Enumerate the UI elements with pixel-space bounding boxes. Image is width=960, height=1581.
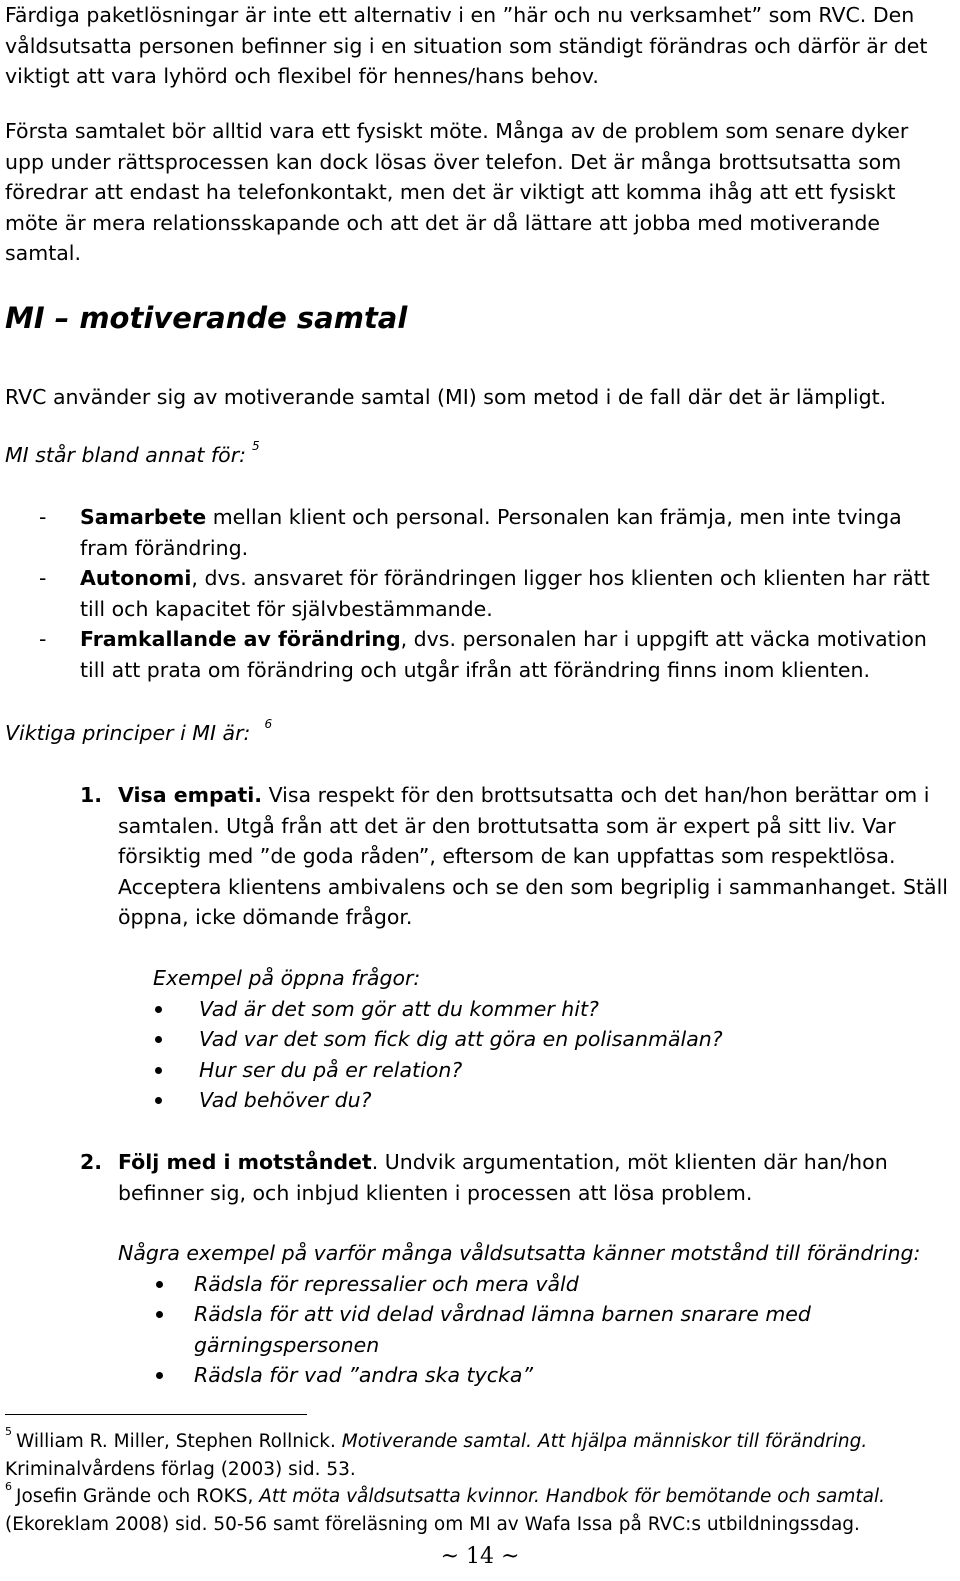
list-text: , dvs. personalen har i uppgift att väcka motivation till att prata om förändring och utgår ifrån att förändring finns inom klienten. xyxy=(80,627,927,682)
principle-number: 1. xyxy=(80,783,103,807)
footnote-number: 6 xyxy=(5,1480,12,1494)
list-term: Samarbete xyxy=(80,505,207,529)
dash-marker: - xyxy=(39,627,47,652)
list-item xyxy=(118,1269,952,1300)
list-item xyxy=(153,1024,952,1055)
list-item xyxy=(153,1055,952,1086)
bullet-icon xyxy=(156,1372,163,1379)
open-questions-list xyxy=(153,994,952,1116)
footnote-6 xyxy=(5,1480,952,1538)
dash-marker: - xyxy=(39,566,47,591)
list-term: Autonomi xyxy=(80,566,192,591)
list-item-text: Vad behöver du? xyxy=(199,1088,372,1113)
footnote-5 xyxy=(5,1425,952,1483)
footnote-text: Josefin Grände och ROKS, xyxy=(16,1486,260,1508)
list-text: , dvs. ansvaret för förändringen ligger hos klienten och klienten har rätt till och kapacitet för självbestämmande. xyxy=(80,566,930,621)
principle-1 xyxy=(80,780,952,933)
bullet-icon xyxy=(155,1006,162,1013)
list-item xyxy=(118,1360,952,1391)
examples-title: Några exempel på varför många våldsutsatta känner motstånd till förändring: xyxy=(118,1241,921,1265)
dash-marker: - xyxy=(39,505,47,529)
list-item-text: Rädsla för vad ”andra ska tycka” xyxy=(194,1363,534,1388)
footnote-text: Kriminalvårdens förlag (2003) sid. 53. xyxy=(5,1458,356,1480)
mi-intro-line xyxy=(5,440,260,471)
resistance-examples xyxy=(118,1238,952,1391)
principle-text: Visa respekt för den brottsutsatta och det han/hon berättar om i samtalen. Utgå från att det är den brottutsatta som är expert på sitt liv. Var försiktig med ”de goda råden”, eftersom de kan uppfattas som respektlösa. Acceptera klientens ambivalens och se den som begriplig i sammanhanget. Ställ öppna, icke dömande frågor. xyxy=(118,783,948,930)
bullet-icon xyxy=(156,1311,163,1318)
first-meeting-paragraph: Första samtalet bör alltid vara ett fysiskt möte. Många av de problem som senare dyker upp under rättsprocessen kan dock lösas över telefon. Det är många brottsutsatta som föredrar att endast ha telefonkontakt, men det är viktigt att komma ihåg att ett fysiskt möte är mera relationsskapande och att det är då lättare att jobba med motiverande samtal. xyxy=(5,119,909,266)
resistance-list xyxy=(118,1269,952,1391)
principles-intro-text: Viktiga principer i MI är: xyxy=(5,721,251,745)
bullet-icon xyxy=(155,1097,162,1104)
footnotes xyxy=(5,1425,952,1538)
list-item-text: Vad var det som fick dig att göra en polisanmälan? xyxy=(199,1027,723,1052)
principle-body xyxy=(80,780,952,933)
list-item-text: Rädsla för repressalier och mera våld xyxy=(194,1271,579,1296)
list-item xyxy=(5,624,952,685)
rvc-method-paragraph: RVC använder sig av motiverande samtal (MI) som metod i de fall där det är lämpligt. xyxy=(5,385,887,409)
list-item xyxy=(5,563,952,624)
open-questions-examples xyxy=(153,963,952,1116)
principle-2 xyxy=(80,1147,952,1208)
list-item xyxy=(153,1085,952,1116)
footnote-ref-5[interactable]: 5 xyxy=(252,439,260,453)
footnote-text: (Ekoreklam 2008) sid. 50-56 samt föreläsning om MI av Wafa Issa på RVC:s utbildningssdag. xyxy=(5,1513,860,1535)
intro-paragraph: Färdiga paketlösningar är inte ett alternativ i en ”här och nu verksamhet” som RVC. Den våldsutsatta personen befinner sig i en situation som ständigt förändras och därför är det viktigt att vara lyhörd och flexibel för hennes/hans behov. xyxy=(5,3,928,89)
mi-list xyxy=(5,502,952,686)
list-term: Framkallande av förändring xyxy=(80,627,401,652)
list-item xyxy=(5,502,952,563)
footnote-title: Att möta våldsutsatta kvinnor. Handbok för bemötande och samtal. xyxy=(259,1486,885,1508)
footnote-title: Motiverande samtal. Att hjälpa människor till förändring. xyxy=(341,1431,868,1452)
list-item-text: Rädsla för att vid delad vårdnad lämna barnen snarare med gärningspersonen xyxy=(194,1302,811,1357)
footnote-text: William R. Miller, Stephen Rollnick. xyxy=(16,1431,342,1452)
principle-body xyxy=(80,1147,952,1208)
bullet-icon xyxy=(155,1067,162,1074)
principle-title: Visa empati. xyxy=(118,783,263,807)
list-text: mellan klient och personal. Personalen kan främja, men inte tvinga fram förändring. xyxy=(80,505,902,560)
list-item xyxy=(118,1299,952,1360)
bullet-icon xyxy=(155,1036,162,1043)
principle-text: . Undvik argumentation, möt klienten där han/hon befinner sig, och inbjud klienten i processen att lösa problem. xyxy=(118,1150,888,1205)
mi-intro-text: MI står bland annat för: xyxy=(5,443,247,467)
bullet-icon xyxy=(156,1281,163,1288)
footnote-number: 5 xyxy=(5,1425,12,1438)
footnote-ref-6[interactable]: 6 xyxy=(264,717,273,731)
principles-intro-line xyxy=(5,718,272,749)
principle-title: Följ med i motståndet xyxy=(118,1150,372,1174)
footnote-separator xyxy=(5,1414,307,1415)
list-item-text: Hur ser du på er relation? xyxy=(199,1057,463,1082)
page-number: ~ 14 ~ xyxy=(440,1544,520,1569)
examples-title: Exempel på öppna frågor: xyxy=(153,966,421,990)
list-item-text: Vad är det som gör att du kommer hit? xyxy=(199,996,599,1021)
list-item xyxy=(153,994,952,1025)
section-heading: MI – motiverande samtal xyxy=(5,301,408,335)
principle-number: 2. xyxy=(80,1150,103,1174)
